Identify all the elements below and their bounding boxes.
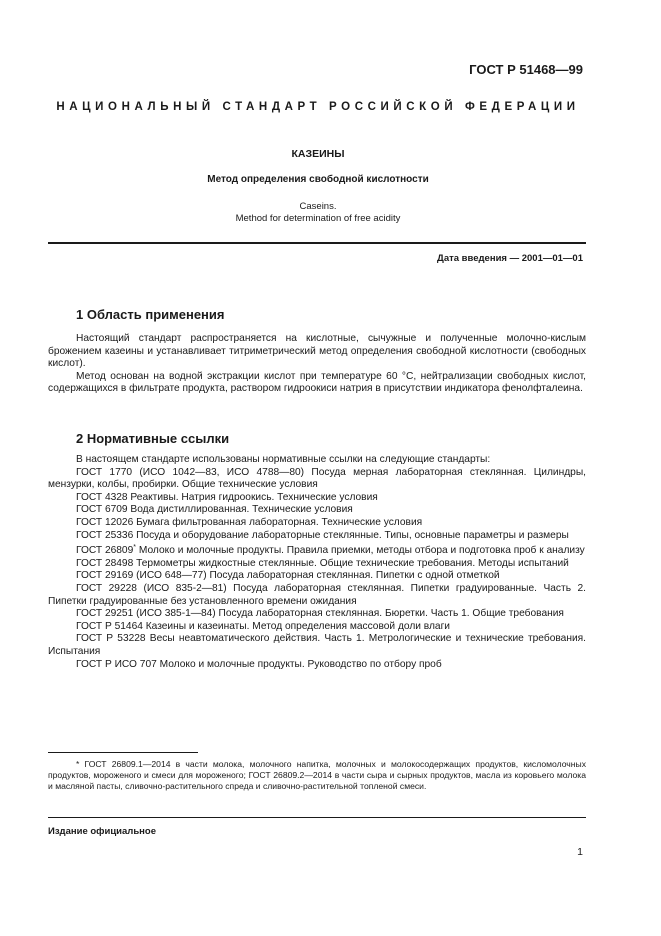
reference-item: ГОСТ 29169 (ИСО 648—77) Посуда лабораторная стеклянная. Пипетки с одной отметкой: [76, 570, 500, 582]
footnote-marker: *: [133, 544, 137, 552]
reference-item: ГОСТ 29251 (ИСО 385-1—84) Посуда лабораторная стеклянная. Бюретки. Часть 1. Общие требования: [76, 608, 564, 620]
english-title: [48, 201, 588, 225]
reference-item: ГОСТ Р ИСО 707 Молоко и молочные продукты. Руководство по отбору проб: [76, 658, 442, 670]
footnote: [48, 759, 586, 793]
section-2-body: [48, 454, 586, 671]
english-title-line-2: Method for determination of free acidity: [235, 213, 401, 224]
title-divider: [48, 242, 586, 244]
section-1-paragraph: Метод основан на водной экстракции кислот при температуре 60 °С, нейтрализации свободных кислот, содержащихся в фильтрате продукта, раствором гидроокиси натрия в присутствии индикатора фенолфталеина.: [48, 370, 586, 395]
reference-item: ГОСТ 29228 (ИСО 835-2—81) Посуда лабораторная стеклянная. Пипетки градуированные. Часть 2. Пипетки градуированные без установленного времени ожидания: [48, 582, 586, 607]
references-intro: В настоящем стандарте использованы нормативные ссылки на следующие стандарты:: [76, 454, 491, 465]
section-2-heading: 2 Нормативные ссылки: [76, 431, 230, 446]
edition-divider: [48, 817, 586, 818]
document-subtitle: Метод определения свободной кислотности: [207, 174, 429, 185]
page-number: 1: [577, 846, 583, 858]
reference-item: ГОСТ 6709 Вода дистиллированная. Технические условия: [76, 504, 353, 516]
footnote-divider: [48, 752, 198, 753]
document-title: КАЗЕИНЫ: [291, 148, 345, 160]
reference-item: ГОСТ 12026 Бумага фильтрованная лабораторная. Технические условия: [76, 516, 423, 528]
national-standard-heading: НАЦИОНАЛЬНЫЙ СТАНДАРТ РОССИЙСКОЙ ФЕДЕРАЦИИ: [56, 101, 580, 113]
reference-item: ГОСТ 25336 Посуда и оборудование лабораторные стеклянные. Типы, основные параметры и размеры: [76, 529, 569, 541]
reference-item: ГОСТ Р 51464 Казеины и казеинаты. Метод определения массовой доли влаги: [76, 620, 450, 632]
introduction-date: Дата введения — 2001—01—01: [437, 253, 583, 264]
reference-code: ГОСТ 26809: [76, 545, 134, 557]
reference-item: ГОСТ 1770 (ИСО 1042—83, ИСО 4788—80) Посуда мерная лабораторная стеклянная. Цилиндры, мензурки, колбы, пробирки. Общие технические условия: [48, 466, 586, 491]
reference-item: ГОСТ 28498 Термометры жидкостные стеклянные. Общие технические требования. Методы испытаний: [76, 557, 569, 569]
reference-text: Молоко и молочные продукты. Правила приемки, методы отбора и подготовка проб к анализу: [138, 545, 585, 557]
reference-item-starred: [48, 542, 586, 558]
document-code: ГОСТ Р 51468—99: [469, 62, 583, 77]
edition-label: Издание официальное: [48, 826, 156, 837]
section-1-body: [48, 333, 586, 396]
english-title-line-1: Caseins.: [299, 201, 337, 212]
reference-item: ГОСТ 4328 Реактивы. Натрия гидроокись. Технические условия: [76, 491, 378, 503]
section-1-paragraph: Настоящий стандарт распространяется на кислотные, сычужные и полученные молочно-кислым брожением казеины и устанавливает титриметрический метод определения свободной кислотности (свободных кислот).: [48, 333, 586, 370]
section-1-heading: 1 Область применения: [76, 307, 225, 322]
reference-item: ГОСТ Р 53228 Весы неавтоматического действия. Часть 1. Метрологические и технические требования. Испытания: [48, 633, 586, 657]
footnote-text: * ГОСТ 26809.1—2014 в части молока, молочного напитка, молочных и молокосодержащих продуктов, кисломолочных продуктов, мороженого и смеси для мороженого; ГОСТ 26809.2—2014 в части сыра и сырных продуктов, масла из коровьего молока и масляной пасты, сливочно-растительного спреда и сливочно-растительной топленой смеси.: [48, 759, 586, 792]
